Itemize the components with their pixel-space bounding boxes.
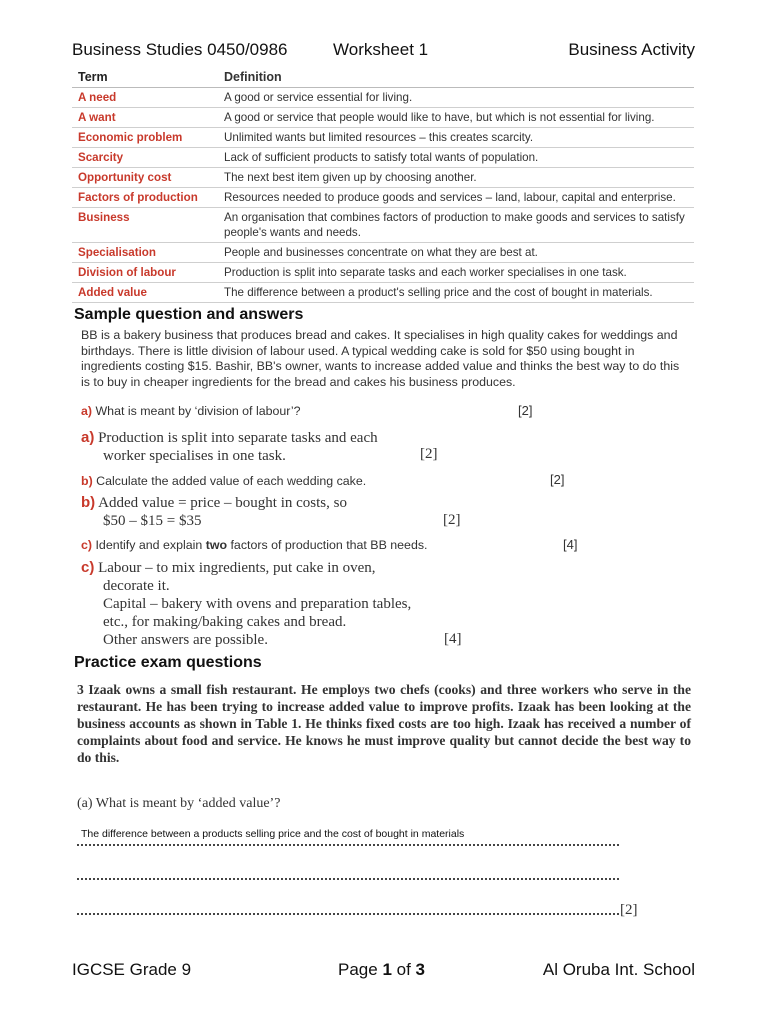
- term-cell: Business: [78, 211, 130, 224]
- answer-mark: [2]: [443, 512, 461, 528]
- sample-answer-a: [81, 429, 378, 465]
- definition-cell: Unlimited wants but limited resources – this creates scarcity.: [224, 131, 534, 144]
- sample-answer-c: [81, 559, 411, 649]
- term-cell: A want: [78, 111, 116, 124]
- answer-line: worker specialises in one task.: [103, 448, 286, 464]
- table-row: [72, 263, 694, 283]
- answer-letter: c): [81, 559, 95, 576]
- typed-answer: The difference between a products selling price and the cost of bought in materials: [81, 828, 465, 840]
- answer-mark: [4]: [444, 631, 462, 647]
- page-current: 1: [382, 960, 392, 979]
- sample-question-c: [81, 538, 427, 552]
- answer-line: $50 – $15 = $35: [103, 513, 202, 529]
- term-cell: Scarcity: [78, 151, 124, 164]
- table-row: [72, 108, 694, 128]
- term-cell: A need: [78, 91, 117, 104]
- table-row: [72, 148, 694, 168]
- sample-intro-paragraph: BB is a bakery business that produces bread and cakes. It specialises in high quality cakes for weddings and birthdays. There is little division of labour used. A typical wedding cake is sold for $50 using bought in ingredients costing $15. Bashir, BB's owner, wants to increase added value and thinks the best way to do this is to buy in cheaper ingredients for the bread and cakes his business produces.: [81, 328, 680, 389]
- definition-cell: Production is split into separate tasks and each worker specialises in one task.: [224, 266, 627, 279]
- question-text: Calculate the added value of each wedding cake.: [96, 474, 367, 488]
- term-cell: Specialisation: [78, 246, 156, 259]
- header-course: Business Studies 0450/0986: [72, 40, 288, 59]
- question-letter: c): [81, 538, 93, 552]
- answer-line: Added value = price – bought in costs, so: [98, 495, 347, 511]
- answer-letter: a): [81, 429, 95, 446]
- table-row: [72, 243, 694, 263]
- answer-line: etc., for making/baking cakes and bread.: [103, 614, 347, 630]
- table-row: [72, 283, 694, 303]
- column-header-definition: Definition: [224, 70, 282, 84]
- definition-cell: People and businesses concentrate on what they are best at.: [224, 246, 538, 259]
- table-row: [72, 168, 694, 188]
- footer-school: Al Oruba Int. School: [542, 960, 695, 979]
- term-cell: Division of labour: [78, 266, 176, 279]
- practice-section-title: Practice exam questions: [74, 654, 262, 671]
- page-label: Page: [338, 960, 383, 979]
- question-letter: b): [81, 474, 93, 488]
- answer-line-2[interactable]: [77, 878, 619, 880]
- practice-mark: [2]: [620, 902, 638, 918]
- sample-answer-b: [81, 494, 347, 530]
- answer-mark: [2]: [420, 446, 438, 462]
- term-cell: Added value: [78, 286, 147, 299]
- practice-passage: 3 Izaak owns a small fish restaurant. He employs two chefs (cooks) and three workers who serve in the restaurant. He has been trying to increase added value to improve profits. Izaak has been looking at the business accounts as shown in Table 1. He thinks fixed costs are too high. Izaak has received a number of complaints about food and service. He knows he must improve quality but cannot decide the best way to do this.: [77, 682, 691, 765]
- sample-question-a: [81, 404, 301, 418]
- header-worksheet: Worksheet 1: [333, 40, 429, 59]
- question-text-bold: two: [205, 538, 228, 552]
- question-text-pre: Identify and explain: [95, 538, 206, 552]
- header-topic: Business Activity: [568, 40, 695, 59]
- table-row: [72, 88, 694, 108]
- footer-grade: IGCSE Grade 9: [72, 960, 192, 979]
- term-cell: Economic problem: [78, 131, 183, 144]
- answer-line-3[interactable]: [77, 913, 619, 915]
- table-row: [72, 208, 694, 243]
- definition-cell: The next best item given up by choosing another.: [224, 171, 477, 184]
- footer-page-number: [338, 960, 425, 980]
- table-header-row: [72, 68, 694, 88]
- table-row: [72, 188, 694, 208]
- page-of: of: [391, 960, 416, 979]
- term-cell: Factors of production: [78, 191, 198, 204]
- sample-section-title: Sample question and answers: [74, 306, 304, 323]
- answer-line-1[interactable]: [77, 844, 619, 846]
- answer-line: decorate it.: [103, 578, 170, 594]
- answer-letter: b): [81, 494, 96, 511]
- sample-question-b: [81, 474, 366, 488]
- question-mark: [2]: [518, 403, 533, 418]
- table-row: [72, 128, 694, 148]
- answer-line: Labour – to mix ingredients, put cake in oven,: [98, 560, 376, 576]
- definition-cell: The difference between a product's selling price and the cost of bought in materials.: [224, 286, 653, 299]
- question-text-post: factors of production that BB needs.: [227, 538, 428, 552]
- question-letter: a): [81, 404, 93, 418]
- practice-question-a: (a) What is meant by ‘added value’?: [77, 796, 281, 811]
- definition-cell: A good or service essential for living.: [224, 91, 413, 104]
- question-mark: [4]: [563, 537, 578, 552]
- answer-line: Other answers are possible.: [103, 632, 268, 648]
- column-header-term: Term: [78, 70, 108, 84]
- question-text: What is meant by ‘division of labour’?: [95, 404, 301, 418]
- question-mark: [2]: [550, 472, 565, 487]
- definition-cell: Resources needed to produce goods and services – land, labour, capital and enterprise.: [224, 191, 676, 204]
- definition-cell: Lack of sufficient products to satisfy total wants of population.: [224, 151, 539, 164]
- answer-line: Production is split into separate tasks and each: [98, 430, 378, 446]
- definition-cell: An organisation that combines factors of production to make goods and services to satisfy people's wants and needs.: [224, 211, 685, 239]
- answer-line: Capital – bakery with ovens and preparation tables,: [103, 596, 412, 612]
- term-cell: Opportunity cost: [78, 171, 172, 184]
- terms-table: [72, 68, 694, 303]
- page-total: 3: [415, 960, 425, 979]
- definition-cell: A good or service that people would like to have, but which is not essential for living.: [224, 111, 655, 124]
